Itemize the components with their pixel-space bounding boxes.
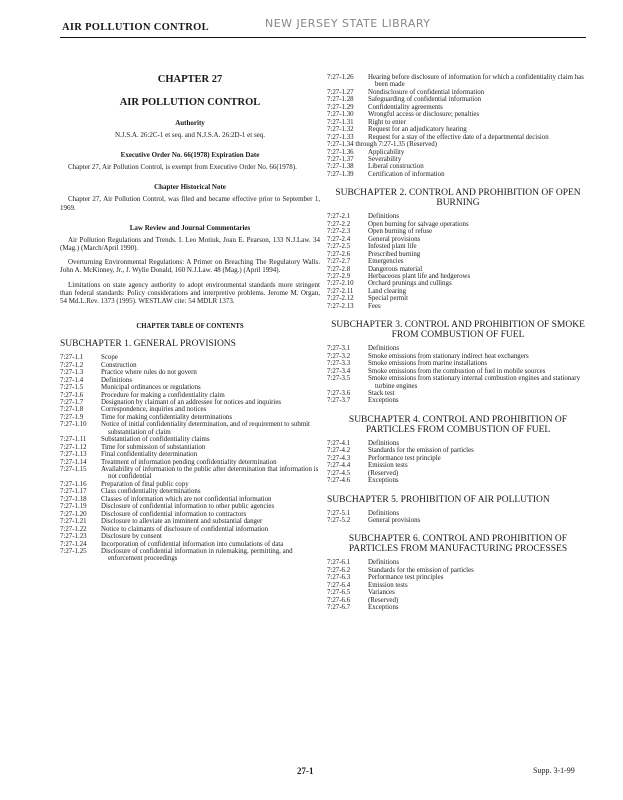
toc-entry-number: 7:27-1.30: [327, 111, 354, 119]
toc-entry-title: Disclosure to alleviate an imminent and substantial danger: [101, 518, 263, 526]
toc-entry-number: 7:27-2.11: [327, 287, 354, 295]
authority-text: N.J.S.A. 26:2C-1 et seq. and N.J.S.A. 26:2D-1 et seq.: [114, 131, 266, 139]
toc-entry-title: Smoke emissions from stationary internal combustion engines and stationary turbine engines: [368, 375, 581, 390]
toc-entry-number: 7:27-3.5: [327, 375, 351, 383]
toc-entry-title: Hearing before disclosure of information for which a confidentiality claim has been made: [368, 74, 584, 89]
toc-entry: [60, 541, 320, 548]
toc-entry-title: Construction: [101, 361, 137, 369]
toc-entry-number: 7:27-4.1: [327, 439, 351, 447]
toc-entry-number: 7:27-1.33: [327, 133, 354, 141]
toc-entry-title: Smoke emissions from the combustion of fuel in mobile sources: [368, 367, 546, 375]
toc-entry: [327, 360, 589, 367]
toc-entry: [327, 111, 589, 118]
chapter-number: CHAPTER 27: [157, 74, 223, 85]
toc-entry-number: 7:27-1.31: [327, 118, 354, 126]
toc-entry: [327, 104, 589, 111]
toc-entry: [60, 548, 320, 563]
commentary-2: Overturning Environmental Regulations: A Primer on Breaching The Regulatory Walls. John A. McKinney, Jr., J. Wylie Donald, 160 N.J.Law. 48 (Mag.) (April 1994).: [60, 258, 320, 275]
running-head: AIR POLLUTION CONTROL: [62, 22, 209, 33]
toc-entry: [327, 89, 589, 96]
toc-entry-title: Performance test principles: [368, 574, 444, 582]
subchapter-2-list: [327, 213, 589, 310]
toc-entry-title: Stack test: [368, 389, 395, 397]
toc-entry: [60, 518, 320, 525]
toc-entry-number: 7:27-1.32: [327, 126, 354, 134]
toc-entry: [327, 156, 589, 163]
toc-entry-number: 7:27-1.37: [327, 155, 354, 163]
toc-entry-number: 7:27-1.23: [60, 533, 87, 541]
toc-entry-title: Liberal construction: [368, 163, 424, 171]
toc-entry: [327, 390, 589, 397]
toc-entry-title: Definitions: [368, 213, 400, 221]
toc-entry-number: 7:27-1.5: [60, 384, 84, 392]
toc-entry-title: Right to enter: [368, 118, 406, 126]
toc-entry-number: 7:27-6.4: [327, 581, 351, 589]
toc-entry-number: 7:27-5.2: [327, 517, 351, 525]
toc-entry-number: 7:27-1.38: [327, 163, 354, 171]
toc-entry: [327, 236, 589, 243]
toc-entry-number: 7:27-1.26: [327, 74, 354, 81]
subchapter-4-heading: SUBCHAPTER 4. CONTROL AND PROHIBITION OF PARTICLES FROM COMBUSTION OF FUEL: [348, 414, 568, 435]
toc-entry-number: 7:27-3.6: [327, 389, 351, 397]
toc-entry-title: Definitions: [101, 376, 133, 384]
toc-entry: [327, 510, 589, 517]
toc-entry-title: Open burning for salvage operations: [368, 220, 469, 228]
toc-entry: [327, 582, 589, 589]
toc-entry-title: Performance test principle: [368, 454, 441, 462]
toc-entry-title: General provisions: [368, 517, 421, 525]
toc-entry-number: 7:27-1.11: [60, 436, 87, 444]
toc-entry-title: Standards for the emission of particles: [368, 566, 474, 574]
toc-entry-title: Exceptions: [368, 397, 399, 405]
toc-entry: [327, 228, 589, 235]
toc-entry-title: General provisions: [368, 235, 421, 243]
toc-entry-number: 7:27-1.39: [327, 170, 354, 178]
executive-order-text: Chapter 27, Air Pollution Control, is exempt from Executive Order No. 66(1978).: [68, 163, 297, 172]
toc-entry: [327, 163, 589, 170]
toc-entry-number: 7:27-2.12: [327, 295, 354, 303]
toc-entry: [327, 251, 589, 258]
toc-entry: [327, 462, 589, 469]
toc-entry-title: Emergencies: [368, 258, 404, 266]
authority-heading: Authority: [175, 119, 205, 127]
chapter-title: AIR POLLUTION CONTROL: [119, 97, 261, 108]
toc-entry-number: 7:27-1.22: [60, 525, 87, 533]
toc-entry-title: Dangerous material: [368, 265, 423, 273]
toc-entry-number: 7:27-1.4: [60, 376, 84, 384]
toc-entry-title: Disclosure of confidential information to other public agencies: [101, 503, 275, 511]
subchapter-3-heading: SUBCHAPTER 3. CONTROL AND PROHIBITION OF SMOKE FROM COMBUSTION OF FUEL: [331, 320, 585, 341]
toc-entry: [327, 149, 589, 156]
toc-entry: [327, 604, 589, 611]
commentary-1: Air Pollution Regulations and Trends. I. Leo Motiuk, Joan E. Pearson, 133 N.J.Law. 34 (Mag.) (March/April 1990).: [60, 235, 320, 253]
toc-entry-number: 7:27-1.14: [60, 458, 87, 466]
toc-entry: [60, 362, 320, 369]
toc-entry-title: Time for making confidentiality determinations: [101, 413, 233, 421]
toc-entry-number: 7:27-4.2: [327, 447, 351, 455]
toc-entry-number: 7:27-3.7: [327, 397, 351, 405]
toc-entry-number: 7:27-1.3: [60, 369, 84, 377]
toc-entry: [327, 119, 589, 126]
subchapter-3-list: [327, 345, 589, 405]
toc-entry-number: 7:27-1.10: [60, 421, 87, 429]
toc-entry-number: 7:27-1.36: [327, 148, 354, 156]
toc-entry: [327, 375, 589, 390]
toc-entry-title: Class confidentiality determinations: [101, 488, 201, 496]
toc-entry: [60, 533, 320, 540]
toc-entry: [327, 477, 589, 484]
toc-entry-number: 7:27-2.6: [327, 250, 351, 258]
toc-entry: [60, 488, 320, 495]
right-column: [327, 74, 589, 612]
toc-entry: [327, 96, 589, 103]
toc-entry-title: Variances: [368, 589, 395, 597]
toc-entry-number: 7:27-1.1: [60, 354, 84, 362]
toc-entry-number: 7:27-1.16: [60, 480, 87, 488]
toc-entry-number: 7:27-1.6: [60, 391, 84, 399]
toc-entry-number: 7:27-6.1: [327, 559, 351, 567]
executive-order-heading: Executive Order No. 66(1978) Expiration Date: [120, 151, 260, 160]
toc-entry-title: Definitions: [368, 559, 400, 567]
toc-entry-title: Orchard prunings and cullings: [368, 280, 452, 288]
toc-entry-title: (Reserved): [368, 469, 399, 477]
toc-entry-title: Safeguarding of confidential information: [368, 96, 482, 104]
toc-entry-title: Open burning of refuse: [368, 228, 433, 236]
toc-entry: [327, 221, 589, 228]
historical-note-text: Chapter 27, Air Pollution Control, was filed and became effective prior to September 1, 1969.: [60, 195, 320, 212]
toc-entry-title: Prescribed burning: [368, 250, 421, 258]
toc-entry: [327, 288, 589, 295]
toc-entry-title: Substantiation of confidentiality claims: [101, 436, 210, 444]
toc-entry-number: 7:27-1.20: [60, 510, 87, 518]
toc-entry-title: Correspondence, inquiries and notices: [101, 406, 207, 414]
toc-entry-title: Wrongful access or disclosure; penalties: [368, 111, 480, 119]
toc-entry-title: Emission tests: [368, 581, 408, 589]
toc-entry-title: Municipal ordinances or regulations: [101, 384, 201, 392]
toc-entry-number: 7:27-4.3: [327, 454, 351, 462]
toc-entry-number: 7:27-1.2: [60, 361, 84, 369]
toc-entry: [327, 295, 589, 302]
subchapter-5-list: [327, 510, 589, 525]
toc-entry-number: 7:27-2.3: [327, 228, 351, 236]
toc-heading: CHAPTER TABLE OF CONTENTS: [136, 323, 244, 331]
historical-note-heading: Chapter Historical Note: [154, 183, 226, 192]
toc-entry-number: 7:27-6.2: [327, 566, 351, 574]
toc-entry: [327, 559, 589, 566]
toc-entry: [327, 345, 589, 352]
toc-entry: [60, 436, 320, 443]
toc-entry: [327, 74, 589, 89]
toc-entry-number: 7:27-1.8: [60, 406, 84, 414]
toc-entry-title: Fees: [368, 302, 381, 310]
header-rule: [60, 37, 586, 38]
toc-entry-title: Special permit: [368, 295, 408, 303]
toc-entry: [327, 280, 589, 287]
toc-entry: [60, 406, 320, 413]
toc-entry-title: Scope: [101, 354, 118, 362]
toc-entry-number: 7:27-3.4: [327, 367, 351, 375]
toc-entry: [327, 126, 589, 133]
toc-entry-title: Emission tests: [368, 462, 408, 470]
toc-entry: [60, 481, 320, 488]
toc-entry-number: 7:27-1.13: [60, 451, 87, 459]
toc-entry: [327, 134, 589, 141]
toc-entry-title: Herbaceous plant life and hedgerows: [368, 272, 471, 280]
toc-entry-number: 7:27-2.4: [327, 235, 351, 243]
toc-entry-number: 7:27-1.24: [60, 540, 87, 548]
toc-entry-number: 7:27-1.18: [60, 495, 87, 503]
toc-entry-number: 7:27-6.6: [327, 596, 351, 604]
subchapter-1-heading: SUBCHAPTER 1. GENERAL PROVISIONS: [60, 339, 236, 350]
toc-entry-title: Procedure for making a confidentiality claim: [101, 391, 225, 399]
toc-entry-number: 7:27-3.1: [327, 345, 351, 353]
toc-entry-title: Smoke emissions from stationary indirect heat exchangers: [368, 352, 529, 360]
toc-entry-title: Designation by claimant of an addressee for notices and inquiries: [101, 398, 282, 406]
toc-entry-title: Definitions: [368, 509, 400, 517]
toc-entry: [327, 455, 589, 462]
toc-entry-number: 7:27-1.12: [60, 443, 87, 451]
toc-entry: [60, 511, 320, 518]
toc-entry-number: 7:27-5.1: [327, 509, 351, 517]
toc-entry: [327, 567, 589, 574]
toc-entry-title: Treatment of information pending confidentiality determination: [101, 458, 277, 466]
toc-entry-number: 7:27-1.28: [327, 96, 354, 104]
toc-entry: [60, 377, 320, 384]
subchapter-1-list: [60, 354, 320, 563]
toc-entry-number: 7:27-1.7: [60, 398, 84, 406]
toc-entry-title: Final confidentiality determination: [101, 451, 198, 459]
toc-entry: [327, 517, 589, 524]
toc-entry: [327, 273, 589, 280]
subchapter-4-list: [327, 440, 589, 485]
page-number: 27-1: [297, 766, 314, 776]
toc-entry-number: 7:27-2.9: [327, 272, 351, 280]
library-stamp: NEW JERSEY STATE LIBRARY: [265, 17, 431, 30]
toc-entry-title: Practice where rules do not govern: [101, 369, 197, 377]
toc-entry: [327, 470, 589, 477]
toc-entry-title: Incorporation of confidential information into cumulations of data: [101, 540, 284, 548]
toc-entry-number: 7:27-2.10: [327, 280, 354, 288]
toc-entry: [60, 399, 320, 406]
subchapter-2-heading: SUBCHAPTER 2. CONTROL AND PROHIBITION OF OPEN BURNING: [335, 188, 581, 209]
toc-entry: [60, 369, 320, 376]
toc-entry-title: (Reserved): [368, 596, 399, 604]
toc-entry-number: 7:27-4.6: [327, 477, 351, 485]
toc-entry: [327, 141, 589, 148]
toc-entry-title: Nondisclosure of confidential information: [368, 88, 485, 96]
toc-entry: [327, 368, 589, 375]
toc-entry: [327, 243, 589, 250]
toc-entry-number: 7:27-3.2: [327, 352, 351, 360]
subchapter-5-heading: SUBCHAPTER 5. PROHIBITION OF AIR POLLUTION: [327, 494, 550, 505]
subchapter-6-heading: SUBCHAPTER 6. CONTROL AND PROHIBITION OF PARTICLES FROM MANUFACTURING PROCESSES: [348, 534, 568, 555]
commentaries-heading: Law Review and Journal Commentaries: [129, 223, 251, 232]
toc-entry-number: 7:27-2.1: [327, 213, 351, 221]
toc-entry: [60, 496, 320, 503]
toc-entry: [60, 503, 320, 510]
toc-entry-title: Classes of information which are not confidential information: [101, 495, 272, 503]
toc-entry: [327, 171, 589, 178]
toc-entry: [327, 258, 589, 265]
toc-entry: [60, 459, 320, 466]
toc-entry-title: Standards for the emission of particles: [368, 447, 474, 455]
toc-entry-number: 7:27-1.17: [60, 488, 87, 496]
toc-entry-number: 7:27-2.13: [327, 302, 354, 310]
supplement-date: Supp. 3-1-99: [533, 766, 575, 775]
toc-entry: [60, 466, 320, 481]
subchapter-1-list-continued: [327, 74, 589, 178]
toc-entry-title: Severability: [368, 155, 402, 163]
toc-entry-title: Applicability: [368, 148, 405, 156]
toc-entry-title: Request for an adjudicatory hearing: [368, 126, 467, 134]
commentary-3: Limitations on state agency authority to adopt environmental standards more stringent than federal standards: Policy considerations and interpretive problems. Jerome M. Organ, 54 Md.L.Rev. 1373 (1995). WESTLAW cite: 54 MDLR 1373.: [60, 280, 320, 306]
toc-entry: [327, 597, 589, 604]
toc-entry-title: Disclosure of confidential information in rulemaking, permitting, and enforcement proceedings: [101, 548, 293, 563]
toc-entry-title: Preparation of final public copy: [101, 480, 189, 488]
toc-entry-title: Definitions: [368, 439, 400, 447]
left-column: [60, 74, 320, 563]
toc-entry-number: 7:27-4.5: [327, 469, 351, 477]
toc-entry-title: Infested plant life: [368, 243, 417, 251]
toc-entry: [327, 589, 589, 596]
toc-entry-number: 7:27-2.5: [327, 243, 351, 251]
toc-entry-number: 7:27-1.27: [327, 88, 354, 96]
toc-entry-title: Confidentiality agreements: [368, 103, 443, 111]
toc-entry-title: Notice of initial confidentiality determination, and of requirement to submit substantiation of claim: [101, 421, 310, 436]
toc-entry-title: Definitions: [368, 345, 400, 353]
toc-entry: [60, 384, 320, 391]
toc-entry-number: 7:27-6.7: [327, 604, 351, 612]
toc-entry-title: Request for a stay of the effective date of a departmental decision: [368, 133, 549, 141]
toc-entry: [60, 392, 320, 399]
toc-entry-number: 7:27-1.9: [60, 413, 84, 421]
toc-entry-title: Disclosure of confidential information to contractors: [101, 510, 247, 518]
toc-entry: [60, 414, 320, 421]
toc-entry-number: 7:27-6.5: [327, 589, 351, 597]
toc-entry-title: 7:27-1.34 through 7:27-1.35 (Reserved): [327, 141, 438, 149]
toc-entry: [60, 451, 320, 458]
toc-entry: [327, 440, 589, 447]
toc-entry: [327, 303, 589, 310]
toc-entry-title: Smoke emissions from marine installations: [368, 360, 488, 368]
toc-entry-number: 7:27-1.19: [60, 503, 87, 511]
toc-entry: [60, 444, 320, 451]
toc-entry: [327, 266, 589, 273]
toc-entry-title: Exceptions: [368, 604, 399, 612]
toc-entry: [60, 421, 320, 436]
toc-entry-number: 7:27-4.4: [327, 462, 351, 470]
toc-entry: [327, 447, 589, 454]
toc-entry-title: Land clearing: [368, 287, 407, 295]
toc-entry-title: Availability of information to the public after determination that information is not confidential: [101, 466, 319, 481]
toc-entry-title: Certification of information: [368, 170, 445, 178]
toc-entry-number: 7:27-1.15: [60, 466, 87, 474]
toc-entry: [327, 397, 589, 404]
toc-entry-title: Notice to claimants of disclosure of confidential information: [101, 525, 269, 533]
toc-entry-number: 7:27-1.25: [60, 548, 87, 556]
toc-entry: [60, 526, 320, 533]
toc-entry-title: Exceptions: [368, 477, 399, 485]
toc-entry-number: 7:27-6.3: [327, 574, 351, 582]
toc-entry-title: Time for submission of substantiation: [101, 443, 206, 451]
toc-entry: [327, 213, 589, 220]
toc-entry: [327, 353, 589, 360]
toc-entry-title: Disclosure by consent: [101, 533, 162, 541]
subchapter-6-list: [327, 559, 589, 611]
toc-entry-number: 7:27-3.3: [327, 360, 351, 368]
toc-entry-number: 7:27-1.21: [60, 518, 87, 526]
toc-entry-number: 7:27-1.29: [327, 103, 354, 111]
toc-entry-number: 7:27-2.7: [327, 258, 351, 266]
toc-entry-number: 7:27-2.8: [327, 265, 351, 273]
toc-entry-number: 7:27-2.2: [327, 220, 351, 228]
toc-entry: [327, 574, 589, 581]
toc-entry: [60, 354, 320, 361]
